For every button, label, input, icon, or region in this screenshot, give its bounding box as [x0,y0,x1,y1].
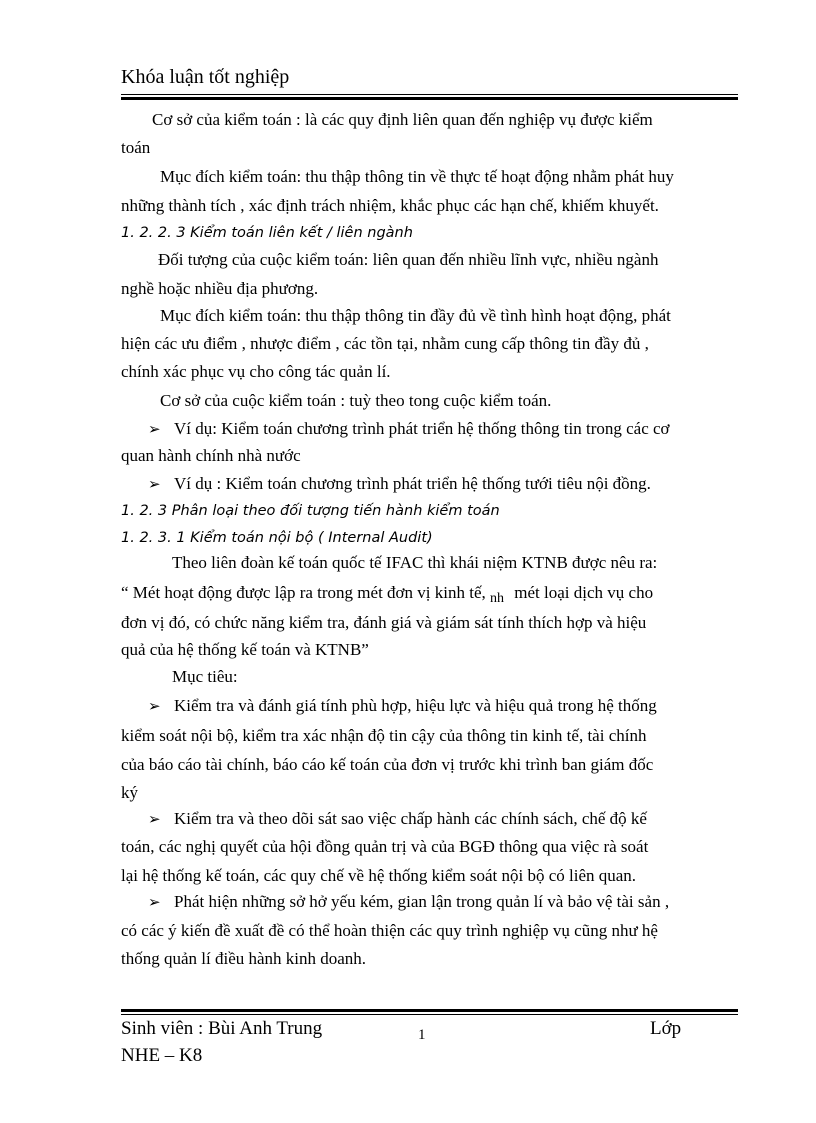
para-line: Mục tiêu: [172,667,238,686]
para-line: Mục đích kiểm toán: thu thập thông tin đầy đủ về tình hình hoạt động, phát [160,306,671,325]
header-title: Khóa luận tốt nghiệp [121,66,290,88]
arrow-bullet-icon: ➢ [148,810,161,828]
arrow-bullet-icon: ➢ [148,475,161,493]
footer-student: Sinh viên : Bùi Anh Trung [121,1018,323,1039]
para-line: Cơ sở của kiểm toán : là các quy định liên quan đến nghiệp vụ được kiểm [152,110,653,129]
footer-rule-bottom [121,1014,738,1015]
para-line: lại hệ thống kế toán, các quy chế về hệ thống kiểm soát nội bộ có liên quan. [121,866,637,885]
para-line: thống quản lí điều hành kinh doanh. [121,949,367,968]
footer-rule-top [121,1009,738,1012]
footer-class-value: NHE – K8 [121,1045,203,1066]
bullet-item: ➢ Ví dụ: Kiểm toán chương trình phát triển hệ thống thông tin trong các cơ [148,419,670,438]
quote-line: “ Mét hoạt động được lập ra trong mét đơn vị kinh tế, $_{nh}$ mét loại dịch vụ cho [121,583,654,606]
bullet-item: ➢ Phát hiện những sở hở yếu kém, gian lận trong quản lí và bảo vệ tài sản , [148,892,670,911]
para-line: ký [121,783,138,802]
para-line: những thành tích , xác định trách nhiệm, khắc phục các hạn chế, khiếm khuyết. [121,196,659,215]
para-line: Theo liên đoàn kế toán quốc tế IFAC thì khái niệm KTNB được nêu ra: [172,553,658,572]
para-line: Đối tượng của cuộc kiểm toán: liên quan đến nhiều lĩnh vực, nhiều ngành [158,250,659,269]
arrow-bullet-icon: ➢ [148,697,161,715]
para-line: có các ý kiến đề xuất đề có thể hoàn thiện các quy trình nghiệp vụ cũng như hệ [121,921,658,940]
header-rule-bottom [121,97,738,100]
section-heading: 1. 2. 3. 1 Kiểm toán nội bộ ( Internal Audit) [121,530,433,546]
para-line: toán [121,138,151,157]
para-line: toán, các nghị quyết của hội đồng quản trị và của BGĐ thông qua việc rà soát [121,837,649,856]
para-line: chính xác phục vụ cho công tác quản lí. [121,362,391,381]
arrow-bullet-icon: ➢ [148,420,161,438]
para-line: Cơ sở của cuộc kiểm toán : tuỳ theo tong cuộc kiểm toán. [160,391,552,410]
para-line: quan hành chính nhà nước [121,446,301,465]
section-heading: 1. 2. 2. 3 Kiểm toán liên kết / liên ngành [121,225,413,241]
para-line: nghề hoặc nhiều địa phương. [121,279,319,298]
para-line: Mục đích kiểm toán: thu thập thông tin về thực tế hoạt động nhằm phát huy [160,167,674,186]
page-number: 1 [418,1027,426,1043]
quote-line: đơn vị đó, có chức năng kiểm tra, đánh giá và giám sát tính thích hợp và hiệu [121,613,647,632]
bullet-item: ➢ Ví dụ : Kiểm toán chương trình phát triển hệ thống tưới tiêu nội đồng. [148,474,651,493]
section-heading: 1. 2. 3 Phân loại theo đối tượng tiến hành kiểm toán [121,503,500,519]
header-rule-top [121,94,738,95]
footer-class-label: Lớp [650,1018,682,1039]
bullet-item: ➢ Kiểm tra và theo dõi sát sao việc chấp hành các chính sách, chế độ kế [148,809,647,828]
para-line: hiện các ưu điểm , nhược điểm , các tồn tại, nhằm cung cấp thông tin đầy đủ , [121,334,649,353]
quote-line: quả của hệ thống kế toán và KTNB” [121,640,369,659]
para-line: kiểm soát nội bộ, kiểm tra xác nhận độ tin cậy của thông tin kinh tế, tài chính [121,726,647,745]
bullet-item: ➢ Kiểm tra và đánh giá tính phù hợp, hiệu lực và hiệu quả trong hệ thống [148,696,657,715]
arrow-bullet-icon: ➢ [148,893,161,911]
para-line: của báo cáo tài chính, báo cáo kế toán của đơn vị trước khi trình ban giám đốc [121,755,654,774]
